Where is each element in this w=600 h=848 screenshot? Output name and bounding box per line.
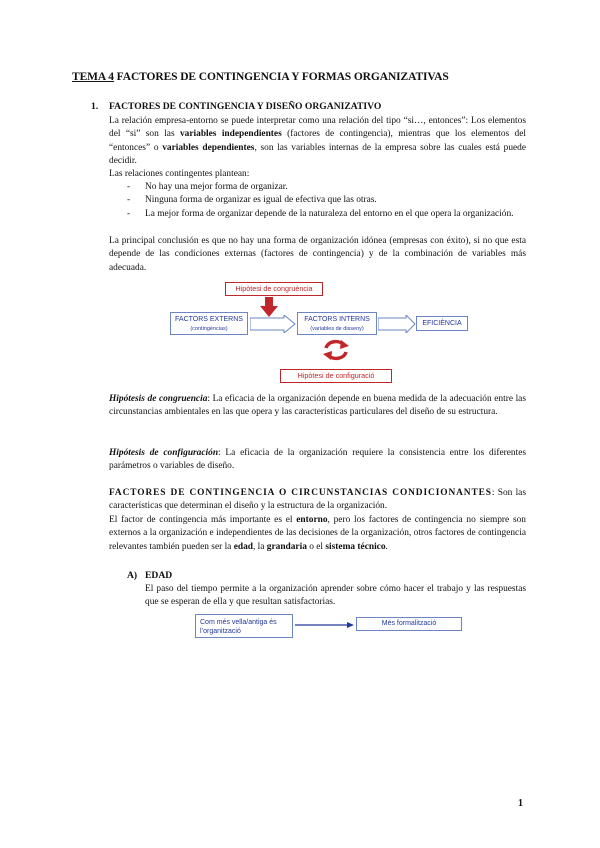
bullet-list [109, 181, 526, 221]
configuration-text: : La eficacia de la organización requiere la consistencia entre los diferentes parámetros o variables de diseño. [109, 448, 527, 472]
congruence-text: : La eficacia de la organización depende en buena medida de la adecuación entre las circunstancias ambientales en las que opera y las características particulares del diseño de su estructura. [109, 394, 526, 418]
term-environment: entorno [296, 515, 328, 525]
list-item-text: Ninguna forma de organizar es igual de efectiva que las otras. [145, 195, 377, 206]
term-size: grandaria [266, 541, 307, 552]
list-item: - La mejor forma de organizar depende de la naturaleza del entorno en el que opera la organización. [127, 208, 514, 219]
list-item: - Ninguna forma de organizar es igual de efectiva que las otras. [127, 195, 377, 206]
external-factors-title: FACTORS EXTERNS [175, 316, 243, 323]
configuration-hypothesis-box: Hipòtesi de configuració [280, 369, 392, 383]
factors-heading: FACTORES DE CONTINGENCIA O CIRCUNSTANCIAS CONDICIONANTES [109, 488, 492, 498]
factors-heading-text: : Son las características que determinan el diseño y la estructura de la organización. [109, 488, 526, 512]
external-factors-subtitle: (contingèncias) [190, 325, 228, 332]
efficiency-box: EFICIÈNCIA [416, 316, 468, 331]
paragraph-relation [109, 115, 526, 168]
page-number: 1 [518, 798, 523, 809]
block-arrow-icon [250, 315, 296, 333]
paragraph-conclusion: La principal conclusión es que no hay una forma de organización idónea (empresas con éxito), si no que esta depende de las condiciones externas (factores de contingencia) y de la combinación de variables más adecuada. [109, 236, 526, 273]
paragraph-contingent-relations: Las relaciones contingentes plantean: [109, 169, 250, 179]
factors-text-g: o el [306, 541, 326, 552]
title-prefix: TEMA 4 [72, 71, 114, 83]
more-formalization-box: Més formalització [356, 617, 462, 631]
factors-text-e: , la [252, 541, 267, 552]
internal-factors-subtitle: (variables de disseny) [310, 325, 364, 332]
internal-factors-box [297, 312, 377, 335]
para1-text-c: (factores de contingencia), mientras que los elementos del “entonces” o [109, 129, 526, 153]
arrow-right-icon [295, 620, 355, 630]
term-configuration: Hipótesis de configuración [109, 448, 219, 458]
subsection-a-letter: A) [127, 570, 138, 581]
contingency-diagram [170, 282, 470, 382]
paragraph-configuration-hypothesis [109, 447, 526, 474]
block-arrow-icon [378, 315, 416, 333]
older-organization-box: Com més vella/antiga és l’organització [195, 614, 293, 638]
factors-text-i: . [385, 541, 388, 552]
subsection-a-heading: EDAD [145, 570, 173, 581]
red-down-arrow-icon [260, 297, 278, 317]
list-item: - No hay una mejor forma de organizar. [127, 182, 288, 192]
list-item-text: La mejor forma de organizar depende de la naturaleza del entorno en el que opera la organización. [145, 208, 514, 219]
term-independent-vars: variables independientes [179, 129, 282, 140]
paragraph-contingency-factors [109, 487, 526, 514]
external-factors-box [170, 312, 248, 335]
paragraph-congruence-hypothesis [109, 393, 526, 420]
para1-text-d: , son las variables internas de la empresa sobre las cuales está puede decidir. [109, 142, 527, 166]
factors-text-c: , pero los factores de contingencia no siempre son externos a la organización e independientes de las decisiones de la organización, otros factores de contingencia relevantes también pueden ser la [109, 515, 526, 552]
para1-text-a: La relación empresa-entorno se puede interpretar como una relación del tipo “si…, entonces”: Los elementos del “si” son las [109, 116, 526, 140]
factors-text-a: El factor de contingencia más importante es el [109, 515, 297, 525]
term-age: edad [233, 541, 253, 552]
section-1-number: 1. [91, 101, 99, 112]
paragraph-age: El paso del tiempo permite a la organización aprender sobre cómo hacer el trabajo y las respuestas que se esperan de ella y que resultan satisfactorias. [145, 584, 526, 608]
circular-arrows-icon [322, 337, 350, 363]
term-dependent-vars: variables dependientes [162, 142, 255, 153]
term-technical-system: sistema técnico [325, 541, 386, 552]
paragraph-environment [109, 514, 526, 554]
title-text: FACTORES DE CONTINGENCIA Y FORMAS ORGANIZATIVAS [116, 71, 449, 83]
page-title [72, 71, 449, 83]
list-item-text: No hay una mejor forma de organizar. [145, 182, 288, 192]
congruence-hypothesis-box: Hipòtesi de congruència [225, 282, 323, 296]
internal-factors-title: FACTORS INTERNS [304, 316, 370, 323]
term-congruence: Hipótesis de congruencia [109, 394, 208, 404]
section-1-heading: FACTORES DE CONTINGENCIA Y DISEÑO ORGANIZATIVO [109, 101, 382, 112]
